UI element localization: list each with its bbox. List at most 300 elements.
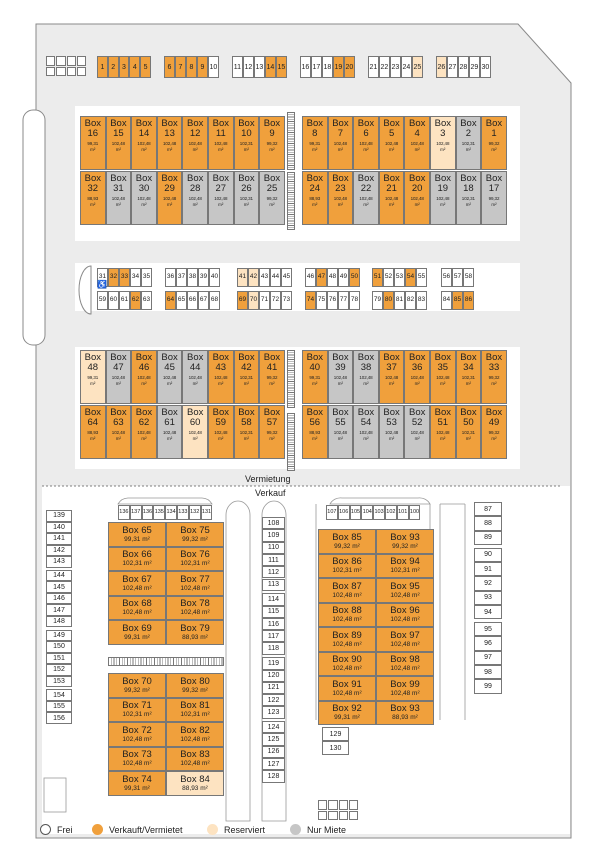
parking-space-72[interactable]: 72 <box>270 291 281 310</box>
box-label: Box <box>485 352 503 363</box>
parking-space-82[interactable]: 82 <box>405 291 416 310</box>
box-39[interactable] <box>328 350 354 404</box>
box-number: 86 <box>351 556 362 568</box>
parking-space-46[interactable]: 46 <box>305 268 316 287</box>
parking-space-62[interactable]: 62 <box>130 291 141 310</box>
parking-space-13[interactable]: 13 <box>254 56 265 78</box>
parking-space-81[interactable]: 81 <box>394 291 405 310</box>
box-56[interactable] <box>302 405 328 459</box>
box-area <box>122 560 151 568</box>
box-42[interactable] <box>234 350 260 404</box>
parking-space-86[interactable]: 86 <box>463 291 474 310</box>
box-38[interactable] <box>353 350 379 404</box>
parking-space-80[interactable]: 80 <box>383 291 394 310</box>
box-54[interactable] <box>353 405 379 459</box>
verkauf-box-74[interactable] <box>108 771 166 796</box>
box-22[interactable] <box>353 171 379 225</box>
box-area: 102,48 <box>333 430 347 435</box>
parking-space-16[interactable]: 16 <box>300 56 311 78</box>
storage-101[interactable]: 101 <box>397 505 409 520</box>
parking-space-85[interactable]: 85 <box>452 291 463 310</box>
storage-146[interactable]: 146 <box>46 593 72 605</box>
parking-space-9[interactable]: 9 <box>197 56 208 78</box>
box-area <box>124 687 150 695</box>
storage-135[interactable]: 135 <box>153 505 165 520</box>
box-2[interactable] <box>456 116 482 170</box>
storage-128[interactable]: 128 <box>262 770 285 782</box>
box-52[interactable] <box>404 405 430 459</box>
box-number: 54 <box>360 417 372 428</box>
verkauf-box-99[interactable] <box>376 676 434 701</box>
parking-space-47[interactable]: 47 <box>316 268 327 287</box>
box-13[interactable] <box>157 116 183 170</box>
parking-space-75[interactable]: 75 <box>316 291 327 310</box>
storage-107[interactable]: 107 <box>326 505 338 520</box>
parking-space-69[interactable]: 69 <box>237 291 248 310</box>
verkauf-box-78[interactable] <box>166 596 224 621</box>
parking-space-64[interactable]: 64 <box>165 291 176 310</box>
box-10[interactable] <box>234 116 260 170</box>
storage-149[interactable]: 149 <box>46 630 72 642</box>
parking-space-23[interactable]: 23 <box>390 56 401 78</box>
verkauf-box-84[interactable] <box>166 771 224 796</box>
parking-space-1[interactable]: 1 <box>97 56 108 78</box>
box-43[interactable] <box>208 350 234 404</box>
storage-130[interactable]: 130 <box>322 741 349 755</box>
parking-space-48[interactable]: 48 <box>327 268 338 287</box>
storage-87[interactable]: 87 <box>474 502 502 516</box>
storage-106[interactable]: 106 <box>338 505 350 520</box>
box-27[interactable] <box>208 171 234 225</box>
box-18[interactable] <box>456 171 482 225</box>
storage-140[interactable]: 140 <box>46 522 72 534</box>
parking-space-59[interactable]: 59 <box>97 291 108 310</box>
parking-space-63[interactable]: 63 <box>141 291 152 310</box>
box-63[interactable] <box>106 405 132 459</box>
box-area: 102,48 <box>436 375 450 380</box>
parking-space-66[interactable]: 66 <box>187 291 198 310</box>
box-unit: m² <box>440 202 446 207</box>
parking-space-50[interactable]: 50 <box>349 268 360 287</box>
parking-space-78[interactable]: 78 <box>349 291 360 310</box>
parking-space-74[interactable]: 74 <box>305 291 316 310</box>
box-19[interactable] <box>430 171 456 225</box>
storage-134[interactable]: 134 <box>165 505 177 520</box>
storage-126[interactable]: 126 <box>262 746 285 758</box>
box-label: Box <box>110 352 127 363</box>
box-label: Box <box>122 598 139 610</box>
box-unit: m² <box>465 202 472 207</box>
box-6[interactable] <box>353 116 379 170</box>
box-33[interactable] <box>481 350 507 404</box>
storage-98[interactable]: 98 <box>474 665 502 679</box>
parking-space-10[interactable]: 10 <box>208 56 219 78</box>
box-1[interactable] <box>481 116 507 170</box>
box-59[interactable] <box>208 405 234 459</box>
parking-space-73[interactable]: 73 <box>281 291 292 310</box>
parking-space-43[interactable]: 43 <box>259 268 270 287</box>
verkauf-box-91[interactable] <box>318 676 376 701</box>
box-31[interactable] <box>106 171 132 225</box>
box-area <box>332 592 361 600</box>
parking-space-44[interactable]: 44 <box>270 268 281 287</box>
box-49[interactable] <box>481 405 507 459</box>
parking-space-60[interactable]: 60 <box>108 291 119 310</box>
parking-space-52[interactable]: 52 <box>383 268 394 287</box>
storage-109[interactable]: 109 <box>262 529 285 541</box>
parking-space-34[interactable]: 34 <box>130 268 141 287</box>
box-number: 67 <box>141 573 152 585</box>
box-62[interactable] <box>131 405 157 459</box>
verkauf-box-75[interactable] <box>166 522 224 547</box>
verkauf-box-95[interactable] <box>376 578 434 603</box>
parking-space-15[interactable]: 15 <box>276 56 287 78</box>
storage-153[interactable]: 153 <box>46 676 72 688</box>
box-15[interactable] <box>106 116 132 170</box>
box-21[interactable] <box>379 171 405 225</box>
storage-114[interactable]: 114 <box>262 593 285 605</box>
parking-space-55[interactable]: 55 <box>416 268 427 287</box>
box-24[interactable] <box>302 171 328 225</box>
box-50[interactable] <box>456 405 482 459</box>
box-34[interactable] <box>456 350 482 404</box>
storage-142[interactable]: 142 <box>46 545 72 557</box>
box-64[interactable] <box>80 405 106 459</box>
box-area: 99,32 <box>266 196 278 201</box>
box-37[interactable] <box>379 350 405 404</box>
verkauf-box-96[interactable] <box>376 603 434 628</box>
parking-space-67[interactable]: 67 <box>198 291 209 310</box>
storage-141[interactable]: 141 <box>46 533 72 545</box>
box-25[interactable] <box>259 171 285 225</box>
box-16[interactable] <box>80 116 106 170</box>
box-35[interactable] <box>430 350 456 404</box>
box-unit: m² <box>192 147 198 152</box>
box-46[interactable] <box>131 350 157 404</box>
parking-space-29[interactable]: 29 <box>469 56 480 78</box>
storage-102[interactable]: 102 <box>385 505 397 520</box>
box-unit: m² <box>141 436 147 441</box>
verkauf-box-85[interactable] <box>318 529 376 554</box>
parking-space-11[interactable]: 11 <box>232 56 243 78</box>
box-61[interactable] <box>157 405 183 459</box>
verkauf-box-93[interactable] <box>376 701 434 726</box>
parking-space-70[interactable]: 70 <box>248 291 259 310</box>
parking-space-8[interactable]: 8 <box>186 56 197 78</box>
parking-space-26[interactable]: 26 <box>436 56 447 78</box>
storage-94[interactable]: 94 <box>474 605 502 619</box>
parking-space-33[interactable]: 33 <box>119 268 130 287</box>
storage-145[interactable]: 145 <box>46 581 72 593</box>
legend-verkauft <box>92 824 183 835</box>
parking-space-68[interactable]: 68 <box>209 291 220 310</box>
storage-136[interactable]: 136 <box>118 505 130 520</box>
storage-88[interactable]: 88 <box>474 516 502 530</box>
box-7[interactable] <box>328 116 354 170</box>
parking-space-5[interactable]: 5 <box>140 56 151 78</box>
box-label: Box <box>180 549 197 561</box>
storage-151[interactable]: 151 <box>46 653 72 665</box>
parking-space-45[interactable]: 45 <box>281 268 292 287</box>
box-area <box>332 567 361 575</box>
parking-space-31[interactable]: 31 <box>97 268 108 287</box>
storage-104[interactable]: 104 <box>361 505 373 520</box>
box-label: Box <box>238 407 255 418</box>
parking-space-6[interactable]: 6 <box>164 56 175 78</box>
verkauf-box-69[interactable] <box>108 620 166 645</box>
box-14[interactable] <box>131 116 157 170</box>
box-label: Box <box>383 352 400 363</box>
verkauf-box-88[interactable] <box>318 603 376 628</box>
parking-space-3[interactable]: 3 <box>119 56 130 78</box>
storage-91[interactable]: 91 <box>474 562 502 576</box>
parking-space-76[interactable]: 76 <box>327 291 338 310</box>
box-area <box>180 609 209 617</box>
box-30[interactable] <box>131 171 157 225</box>
verkauf-box-67[interactable] <box>108 571 166 596</box>
box-58[interactable] <box>234 405 260 459</box>
parking-space-14[interactable]: 14 <box>265 56 276 78</box>
box-60[interactable] <box>182 405 208 459</box>
box-17[interactable] <box>481 171 507 225</box>
storage-143[interactable]: 143 <box>46 556 72 568</box>
box-32[interactable] <box>80 171 106 225</box>
box-unit: m² <box>166 202 173 207</box>
storage-110[interactable]: 110 <box>262 542 285 554</box>
verkauf-box-66[interactable] <box>108 547 166 572</box>
box-48[interactable] <box>80 350 106 404</box>
parking-space-2[interactable]: 2 <box>108 56 119 78</box>
box-9[interactable] <box>259 116 285 170</box>
box-26[interactable] <box>234 171 260 225</box>
storage-147[interactable]: 147 <box>46 604 72 616</box>
storage-120[interactable]: 120 <box>262 670 285 682</box>
parking-space-49[interactable]: 49 <box>338 268 349 287</box>
parking-space-39[interactable]: 39 <box>198 268 209 287</box>
verkauf-box-94[interactable] <box>376 554 434 579</box>
verkauf-box-92[interactable] <box>318 701 376 726</box>
parking-space-21[interactable]: 21 <box>368 56 379 78</box>
parking-space-7[interactable]: 7 <box>175 56 186 78</box>
verkauf-box-71[interactable] <box>108 698 166 723</box>
storage-117[interactable]: 117 <box>262 630 285 642</box>
storage-122[interactable]: 122 <box>262 694 285 706</box>
storage-132[interactable]: 132 <box>189 505 201 520</box>
verkauf-box-65[interactable] <box>108 522 166 547</box>
storage-129[interactable]: 129 <box>322 727 349 741</box>
box-40[interactable] <box>302 350 328 404</box>
box-title <box>180 676 210 687</box>
parking-space-22[interactable]: 22 <box>379 56 390 78</box>
parking-space-28[interactable]: 28 <box>458 56 469 78</box>
verkauf-box-68[interactable] <box>108 596 166 621</box>
storage-105[interactable]: 105 <box>350 505 362 520</box>
storage-97[interactable]: 97 <box>474 651 502 665</box>
storage-154[interactable]: 154 <box>46 689 72 701</box>
box-label: Box <box>434 352 451 363</box>
box-41[interactable] <box>259 350 285 404</box>
verkauf-box-82[interactable] <box>166 722 224 747</box>
parking-space-84[interactable]: 84 <box>441 291 452 310</box>
box-8[interactable] <box>302 116 328 170</box>
storage-144[interactable]: 144 <box>46 570 72 582</box>
storage-89[interactable]: 89 <box>474 531 502 545</box>
parking-space-83[interactable]: 83 <box>416 291 427 310</box>
parking-space-56[interactable]: 56 <box>441 268 452 287</box>
verkauf-box-72[interactable] <box>108 722 166 747</box>
verkauf-box-79[interactable] <box>166 620 224 645</box>
storage-127[interactable]: 127 <box>262 758 285 770</box>
verkauf-box-97[interactable] <box>376 627 434 652</box>
verkauf-box-98[interactable] <box>376 652 434 677</box>
storage-116[interactable]: 116 <box>262 618 285 630</box>
legend-frei <box>40 824 73 835</box>
parking-space-12[interactable]: 12 <box>243 56 254 78</box>
box-3[interactable] <box>430 116 456 170</box>
parking-space-58[interactable]: 58 <box>463 268 474 287</box>
storage-115[interactable]: 115 <box>262 606 285 618</box>
parking-space-18[interactable]: 18 <box>322 56 333 78</box>
box-55[interactable] <box>328 405 354 459</box>
storage-148[interactable]: 148 <box>46 616 72 628</box>
verkauf-box-70[interactable] <box>108 673 166 698</box>
storage-100[interactable]: 100 <box>409 505 421 520</box>
box-23[interactable] <box>328 171 354 225</box>
storage-103[interactable]: 103 <box>373 505 385 520</box>
parking-space-53[interactable]: 53 <box>394 268 405 287</box>
storage-121[interactable]: 121 <box>262 682 285 694</box>
verkauf-box-89[interactable] <box>318 627 376 652</box>
storage-124[interactable]: 124 <box>262 721 285 733</box>
storage-111[interactable]: 111 <box>262 554 285 566</box>
verkauf-box-87[interactable] <box>318 578 376 603</box>
box-label: Box <box>180 573 197 585</box>
box-number: 32 <box>87 183 99 194</box>
box-12[interactable] <box>182 116 208 170</box>
parking-space-57[interactable]: 57 <box>452 268 463 287</box>
storage-119[interactable]: 119 <box>262 657 285 669</box>
parking-space-40[interactable]: 40 <box>209 268 220 287</box>
parking-space-24[interactable]: 24 <box>401 56 412 78</box>
parking-space-32[interactable]: 32 <box>108 268 119 287</box>
parking-space-51[interactable]: 51 <box>372 268 383 287</box>
verkauf-box-73[interactable] <box>108 747 166 772</box>
parking-space-38[interactable]: 38 <box>187 268 198 287</box>
verkauf-box-80[interactable] <box>166 673 224 698</box>
box-unit: m² <box>269 381 275 386</box>
storage-155[interactable]: 155 <box>46 701 72 713</box>
box-title <box>122 774 152 785</box>
box-47[interactable] <box>106 350 132 404</box>
box-57[interactable] <box>259 405 285 459</box>
storage-156[interactable]: 156 <box>46 712 72 724</box>
verkauf-box-93[interactable] <box>376 529 434 554</box>
storage-125[interactable]: 125 <box>262 733 285 745</box>
storage-136[interactable]: 136 <box>142 505 154 520</box>
box-11[interactable] <box>208 116 234 170</box>
storage-133[interactable]: 133 <box>177 505 189 520</box>
parking-space-71[interactable]: 71 <box>259 291 270 310</box>
parking-space-79[interactable]: 79 <box>372 291 383 310</box>
parking-space-4[interactable]: 4 <box>129 56 140 78</box>
box-number: 63 <box>113 417 124 428</box>
storage-93[interactable]: 93 <box>474 591 502 605</box>
storage-112[interactable]: 112 <box>262 566 285 578</box>
parking-space-61[interactable]: 61 <box>119 291 130 310</box>
parking-space-30[interactable]: 30 <box>480 56 491 78</box>
verkauf-box-81[interactable] <box>166 698 224 723</box>
box-29[interactable] <box>157 171 183 225</box>
box-number: 82 <box>199 724 210 736</box>
storage-99[interactable]: 99 <box>474 679 502 693</box>
box-5[interactable] <box>379 116 405 170</box>
parking-space-20[interactable]: 20 <box>344 56 355 78</box>
box-45[interactable] <box>157 350 183 404</box>
box-area-unit: m² <box>352 714 360 722</box>
storage-118[interactable]: 118 <box>262 642 285 654</box>
parking-space-36[interactable]: 36 <box>165 268 176 287</box>
storage-113[interactable]: 113 <box>262 579 285 591</box>
box-area <box>124 785 150 793</box>
parking-space-19[interactable]: 19 <box>333 56 344 78</box>
locker-cell <box>77 56 86 66</box>
parking-space-41[interactable]: 41 <box>237 268 248 287</box>
parking-space-35[interactable]: 35 <box>141 268 152 287</box>
box-4[interactable] <box>404 116 430 170</box>
box-28[interactable] <box>182 171 208 225</box>
box-label: Box <box>332 654 349 666</box>
parking-space-77[interactable]: 77 <box>338 291 349 310</box>
storage-96[interactable]: 96 <box>474 636 502 650</box>
parking-space-65[interactable]: 65 <box>176 291 187 310</box>
box-44[interactable] <box>182 350 208 404</box>
box-number: 17 <box>488 183 500 194</box>
box-unit: m² <box>218 436 224 441</box>
storage-152[interactable]: 152 <box>46 664 72 676</box>
parking-space-37[interactable]: 37 <box>176 268 187 287</box>
parking-space-17[interactable]: 17 <box>311 56 322 78</box>
parking-space-25[interactable]: 25 <box>412 56 423 78</box>
verkauf-box-77[interactable] <box>166 571 224 596</box>
storage-90[interactable]: 90 <box>474 548 502 562</box>
storage-137[interactable]: 137 <box>130 505 142 520</box>
verkauf-box-76[interactable] <box>166 547 224 572</box>
box-area-unit: m² <box>142 784 150 792</box>
storage-139[interactable]: 139 <box>46 510 72 522</box>
verkauf-box-90[interactable] <box>318 652 376 677</box>
storage-150[interactable]: 150 <box>46 641 72 653</box>
storage-123[interactable]: 123 <box>262 706 285 718</box>
parking-space-27[interactable]: 27 <box>447 56 458 78</box>
verkauf-box-86[interactable] <box>318 554 376 579</box>
parking-space-54[interactable]: 54 <box>405 268 416 287</box>
storage-108[interactable]: 108 <box>262 517 285 529</box>
box-number: 80 <box>199 675 210 687</box>
storage-92[interactable]: 92 <box>474 576 502 590</box>
box-title <box>122 725 152 736</box>
box-area-unit: m² <box>200 535 208 543</box>
box-53[interactable] <box>379 405 405 459</box>
box-number: 77 <box>199 573 210 585</box>
verkauf-box-83[interactable] <box>166 747 224 772</box>
box-number: 2 <box>465 128 472 139</box>
parking-space-42[interactable]: 42 <box>248 268 259 287</box>
storage-95[interactable]: 95 <box>474 622 502 636</box>
storage-131[interactable]: 131 <box>201 505 213 520</box>
box-36[interactable] <box>404 350 430 404</box>
box-51[interactable] <box>430 405 456 459</box>
box-20[interactable] <box>404 171 430 225</box>
